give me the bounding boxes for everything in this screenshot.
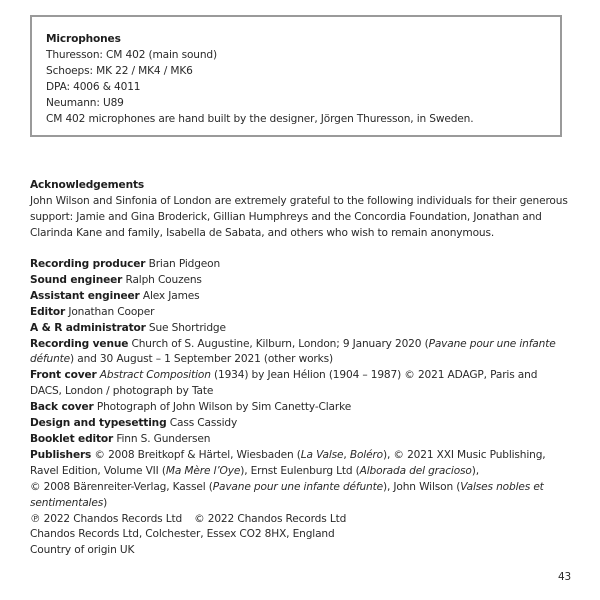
credits-section (30, 257, 575, 559)
microphone-line: Schoeps: MK 22 / MK4 / MK6 (46, 64, 193, 77)
credit-value: Cass Cassidy (169, 417, 238, 430)
credit-publishers-cont (30, 496, 575, 512)
credit-value: DACS, London / photograph by Tate (30, 385, 214, 398)
microphones-heading: Microphones (46, 33, 121, 45)
credit-back-cover (30, 400, 575, 416)
address-line: Chandos Records Ltd, Colchester, Essex CO2 8HX, England (30, 528, 335, 541)
credit-ar-administrator (30, 321, 575, 337)
credit-value: Alex James (142, 289, 200, 302)
phonographic-copyright: ℗ 2022 Chandos Records Ltd (30, 512, 183, 525)
credit-label: Publishers (30, 448, 92, 461)
copyright: © 2022 Chandos Records Ltd (194, 512, 347, 525)
credit-value: Ravel Edition, Volume VII ( (30, 464, 166, 477)
acknowledgements-text-line: Clarinda Kane and family, Isabella de Sabata, and others who wish to remain anonymous. (30, 226, 495, 239)
credit-value: ), John Wilson ( (383, 480, 461, 493)
credit-publishers-cont (30, 464, 575, 480)
work-title: La Valse (300, 448, 344, 461)
credit-label: Assistant engineer (30, 289, 140, 302)
credit-value: Jonathan Cooper (68, 305, 155, 318)
credit-value: (1934) by Jean Hélion (1904 – 1987) © 2021 ADAGP, Paris and (210, 369, 538, 382)
credit-publishers-cont (30, 480, 575, 496)
credit-value: ) and 30 August – 1 September 2021 (other works) (70, 353, 333, 366)
page-number: 43 (557, 571, 571, 583)
credit-label: Back cover (30, 401, 94, 414)
microphone-note: CM 402 microphones are hand built by the designer, Jörgen Thuresson, in Sweden. (46, 112, 474, 125)
credit-publishers (30, 448, 575, 464)
credit-recording-producer (30, 257, 575, 273)
credit-recording-venue-cont (30, 352, 575, 368)
credit-value: Church of S. Augustine, Kilburn, London; 9 January 2020 ( (131, 337, 429, 350)
acknowledgements-section (30, 178, 575, 242)
microphone-line: DPA: 4006 & 4011 (46, 80, 141, 93)
work-title: Pavane pour une infante (428, 337, 556, 350)
credit-value: Ralph Couzens (125, 273, 202, 286)
credit-label: Recording venue (30, 337, 129, 350)
credit-design (30, 416, 575, 432)
credit-value: Photograph of John Wilson by Sim Canetty-Clarke (96, 401, 352, 414)
acknowledgements-text-line: John Wilson and Sinfonia of London are extremely grateful to the following individuals for their generous (30, 194, 568, 207)
work-title: Valses nobles et (460, 480, 544, 493)
work-title: Alborada del gracioso (359, 464, 472, 477)
microphones-content (46, 32, 550, 127)
credit-front-cover-cont (30, 384, 575, 400)
credit-label: Editor (30, 305, 66, 318)
credit-label: Design and typesetting (30, 417, 167, 430)
work-title: Ma Mère l’Oye (165, 464, 241, 477)
credit-value: ) (103, 496, 108, 509)
acknowledgements-text-line: support: Jamie and Gina Broderick, Gillian Humphreys and the Concordia Foundation, Jonathan and (30, 210, 542, 223)
microphone-line: Thuresson: CM 402 (main sound) (46, 48, 217, 61)
microphone-line: Neumann: U89 (46, 96, 124, 109)
credit-value: Finn S. Gundersen (116, 432, 211, 445)
credit-value: © 2008 Breitkopf & Härtel, Wiesbaden ( (91, 448, 301, 461)
credit-value: ), © 2021 XXI Music Publishing, (382, 448, 546, 461)
credit-value: ), (471, 464, 479, 477)
work-title: défunte (30, 353, 71, 366)
credit-label: Booklet editor (30, 432, 114, 445)
credit-front-cover (30, 368, 575, 384)
credit-label: Sound engineer (30, 273, 123, 286)
artwork-title: Abstract Composition (99, 369, 211, 382)
credit-value: © 2008 Bärenreiter-Verlag, Kassel ( (30, 480, 213, 493)
credit-recording-venue (30, 337, 575, 353)
country-of-origin: Country of origin UK (30, 544, 135, 557)
credit-value: Sue Shortridge (148, 321, 226, 334)
punctuation: , (343, 448, 350, 461)
credit-booklet-editor (30, 432, 575, 448)
microphones-box (30, 15, 562, 137)
credit-label: A & R administrator (30, 321, 146, 334)
credit-value: ), Ernst Eulenburg Ltd ( (240, 464, 360, 477)
work-title: Pavane pour une infante défunte (212, 480, 383, 493)
credit-label: Recording producer (30, 258, 146, 270)
credit-editor (30, 305, 575, 321)
acknowledgements-heading: Acknowledgements (30, 179, 145, 191)
credit-value: Brian Pidgeon (148, 258, 221, 270)
copyright-line (30, 512, 575, 528)
credit-label: Front cover (30, 369, 97, 382)
credit-assistant-engineer (30, 289, 575, 305)
credit-sound-engineer (30, 273, 575, 289)
work-title: Boléro (349, 448, 383, 461)
work-title: sentimentales (30, 496, 104, 509)
